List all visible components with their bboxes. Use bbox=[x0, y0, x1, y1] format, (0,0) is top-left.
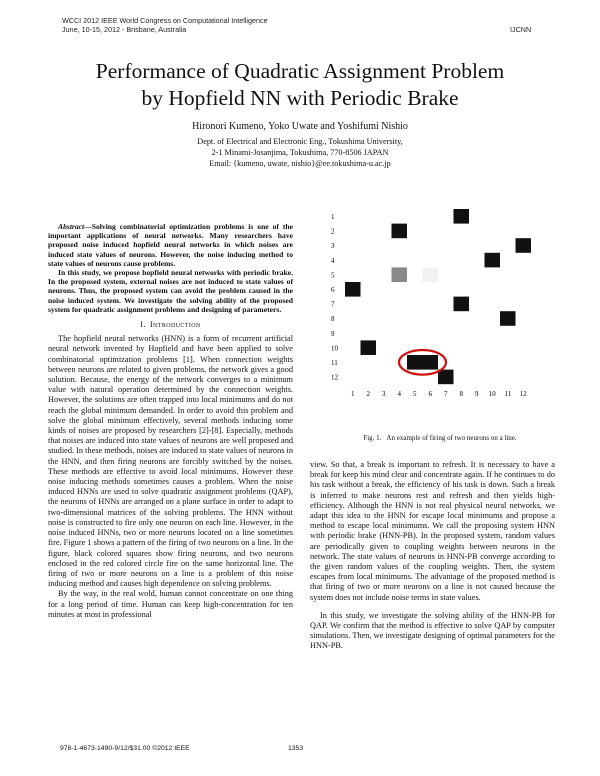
column-label: 11 bbox=[504, 390, 512, 398]
abstract-dash: — bbox=[84, 222, 92, 231]
conference-name: WCCI 2012 IEEE World Congress on Computational Intelligence bbox=[62, 16, 268, 25]
left-column bbox=[48, 222, 293, 620]
column-label: 6 bbox=[428, 390, 432, 398]
neuron-cell-gray bbox=[392, 267, 408, 282]
neuron-cell-black bbox=[438, 370, 454, 385]
row-label: 5 bbox=[331, 271, 335, 280]
column-label: 12 bbox=[519, 390, 527, 398]
row-label: 3 bbox=[331, 242, 335, 251]
abstract-p1 bbox=[48, 222, 293, 268]
row-label: 11 bbox=[331, 359, 338, 367]
conference-dates: June, 10-15, 2012 - Brisbane, Australia bbox=[62, 25, 187, 34]
column-label: 10 bbox=[488, 390, 496, 398]
neuron-cell-black bbox=[392, 224, 408, 239]
email: Email: {kumeno, uwate, nishio}@ee.tokushima-u.ac.jp bbox=[209, 159, 391, 168]
row-label: 9 bbox=[331, 329, 335, 338]
affiliation bbox=[100, 136, 500, 169]
neuron-cell-black bbox=[454, 209, 470, 224]
intro-paragraph-2: By the way, in the real wold, human cannot concentrate on one thing for a long period of time. Human can keep high-concentration for ten minutes at most in professional bbox=[48, 589, 293, 619]
figure-1-neuron-grid bbox=[312, 204, 568, 434]
affiliation-line-1: Dept. of Electrical and Electronic Eng., Tokushima University, bbox=[197, 137, 403, 146]
neuron-cell-black bbox=[361, 340, 377, 355]
column-label: 8 bbox=[459, 390, 463, 398]
section-heading bbox=[48, 320, 293, 330]
row-label: 1 bbox=[331, 213, 335, 221]
column-label: 4 bbox=[397, 390, 401, 398]
abstract-text-1: Solving combinatorial optimization problems is one of the important applications of neural networks. Many researchers have proposed noise induced hopfield neural networks in which noises are induced state values of neurons. However, the noise inducing method to state values of neurons cause problems. bbox=[48, 222, 293, 268]
neuron-cell-light bbox=[423, 267, 439, 282]
column-label: 3 bbox=[382, 390, 386, 398]
neuron-cell-black bbox=[500, 311, 516, 326]
affiliation-line-2: 2-1 Minami-Josanjima, Tokushima, 770-8506 JAPAN bbox=[211, 148, 389, 157]
row-label: 8 bbox=[331, 315, 335, 324]
neuron-cell-black bbox=[454, 297, 470, 312]
column-label: 2 bbox=[366, 390, 370, 398]
row-label: 7 bbox=[331, 300, 335, 309]
paper-title bbox=[40, 58, 560, 112]
page-number: 1353 bbox=[288, 745, 304, 752]
column-label: 9 bbox=[475, 390, 479, 398]
figure-1-label: Fig. 1. bbox=[363, 434, 382, 442]
section-title: Introduction bbox=[149, 320, 201, 330]
track-label: IJCNN bbox=[510, 25, 532, 34]
abstract-p2: In this study, we propose hopfield neural networks with periodic brake. In the proposed system, external noises are not induced to state values of neurons. Thus, the proposed system can avoid the problem caused in the noise induced system. We investigate the solving ability of the proposed system for quadratic assignment problems and designing of parameters. bbox=[48, 268, 293, 314]
figure-1-caption-text: An example of firing of two neurons on a line. bbox=[386, 434, 517, 442]
neuron-cell-black bbox=[345, 282, 361, 297]
column-label: 5 bbox=[413, 390, 417, 398]
intro-paragraph-3: In this study, we investigate the solving ability of the HNN-PB for QAP. We confirm that the method is effective to solve QAP by computer simulations. Then, we investigate designing of optimal parameters for the HNN-PB. bbox=[310, 610, 555, 651]
title-line-2: by Hopfield NN with Periodic Brake bbox=[141, 86, 459, 110]
right-column bbox=[310, 460, 555, 652]
neuron-cell-black bbox=[407, 355, 423, 370]
row-label: 4 bbox=[331, 256, 335, 265]
column-label: 1 bbox=[351, 390, 355, 398]
row-label: 12 bbox=[331, 373, 338, 382]
footer-isbn: 978-1-4673-1490-9/12/$31.00 ©2012 IEEE bbox=[60, 745, 190, 752]
section-numeral: I. bbox=[140, 320, 146, 330]
row-label: 2 bbox=[331, 227, 335, 236]
figure-1-caption bbox=[312, 434, 568, 442]
neuron-cell-black bbox=[516, 238, 532, 253]
abstract-label: Abstract bbox=[58, 222, 85, 231]
neuron-cell-black bbox=[423, 355, 439, 370]
title-line-1: Performance of Quadratic Assignment Problem bbox=[95, 59, 505, 83]
intro-paragraph-2-continued: view. So that, a break is important to refresh. It is necessary to have a break for keep his mind clear and concentrate again. If he continues to do his task without a break, the efficiency of his task is down. Such a break is inferred to make neurons rest and refresh and then yields high-efficiency. Although the HNN is not real physical neural networks, we adapt this idea to the HNN for escape local minimums and propose a method to escape local minimums. We call the proposing system HNN with periodic brake (HNN-PB). In the proposed system, random values are periodically given to coupling weights between neurons in the network. The state values of neurons in HNN-PB converge according to the given random values of the coupling weights. Then, the system escapes from local minimums. The advantage of the proposed method is that firing of two or more neurons on a line is not caused because the system does not include noise terms in state values. bbox=[310, 460, 555, 602]
row-label: 10 bbox=[331, 344, 338, 353]
row-label: 6 bbox=[331, 286, 335, 294]
neuron-cell-black bbox=[485, 253, 501, 268]
column-label: 7 bbox=[444, 390, 448, 398]
intro-paragraph-1: The hopfield neural networks (HNN) is a form of recurrent artificial neural network invented by Hopfield and have been applied to solve combinatorial optimization problems [1]. When connection weights between neurons are related to given problems, the network gives a good solution. Because, the energy of the network converges to a minimum value with natural operation determined by the connection weights. However, the solutions are often trapped into local minimums and do not reach the global minimum demanded. In order to avoid this problem and solve the global minimum effectively, several methods inducing some kinds of noises are proposed by researchers [2]-[8]. Especially, methods that noises are induced into state values of neurons are well proposed and studied. In these methods, noises are induced to state values of neurons in the HNN, and then firing neurons are forcibly switched by the noises. These methods are effective to avoid local minimums. However these noise inducing methods sometimes causes a problem. When the noise induced HNNs are used to solve quadratic assignment problems (QAP), the neurons of HNNs are arranged on a plane surface in order to adapt to two-dimensional matrices of the solving problems. The HNN without noise is constructed to fire only one neuron on each line. However, in the noise induced HNNs, two or more neurons located on a line sometimes fire. Figure 1 shows a pattern of the firing of two neurons on a line. In the figure, black colored squares show firing neurons, and two neurons enclosed in the red colored circle fire on the same horizontal line. The firing of two or more neurons on a line is a problem of this noise inducing method and causes high dependence on solving problems. bbox=[48, 334, 293, 589]
abstract bbox=[48, 222, 293, 314]
authors: Hironori Kumeno, Yoko Uwate and Yoshifumi Nishio bbox=[192, 121, 408, 132]
